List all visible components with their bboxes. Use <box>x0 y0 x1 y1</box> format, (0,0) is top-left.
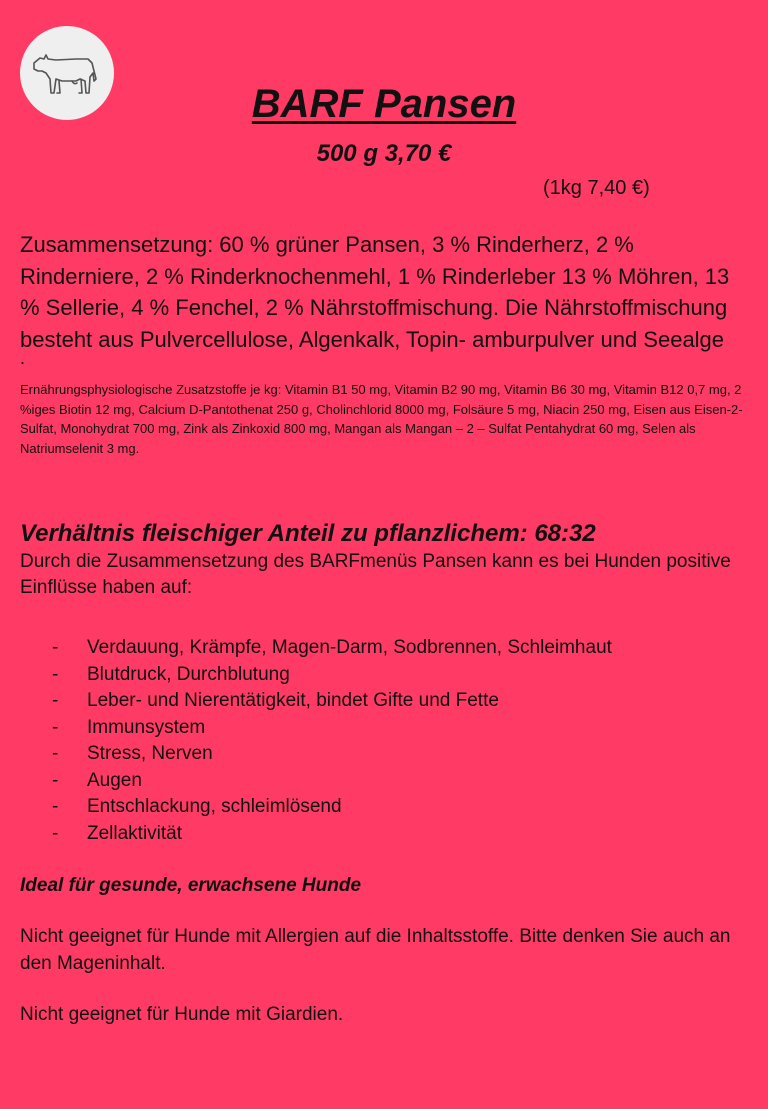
additives-text: Ernährungsphysiologische Zusatzstoffe je kg: Vitamin B1 50 mg, Vitamin B2 90 mg, Vitamin B6 30 mg, Vitamin B12 0,7 mg, 2 %iges Biotin 12 mg, Calcium D-Pantothenat 250 g, Cholinchlorid 8000 mg, Folsäure 5 mg, Niacin 250 mg, Eisen aus Eisen-2-Sulfat, Monohydrat 700 mg, Zink als Zinkoxid 800 mg, Mangan als Mangan – 2 – Sulfat Pentahydrat 60 mg, Selen als Natriumselenit 3 mg. <box>20 382 743 456</box>
list-item <box>52 821 612 848</box>
bullet-dash: - <box>52 663 59 685</box>
benefit-label: Verdauung, Krämpfe, Magen-Darm, Sodbrennen, Schleimhaut <box>87 637 612 658</box>
price: 500 g 3,70 € <box>316 140 452 167</box>
list-item <box>52 741 612 768</box>
bullet-dash: - <box>52 796 59 817</box>
ratio-heading: Verhältnis fleischiger Anteil zu pflanzlichem: 68:32 <box>20 520 596 547</box>
benefit-label: Zellaktivität <box>87 822 183 844</box>
bullet-dash: - <box>52 637 59 658</box>
benefits-list <box>52 635 612 847</box>
list-item <box>52 662 612 689</box>
benefit-label: Blutdruck, Durchblutung <box>87 663 290 685</box>
intro-text: Durch die Zusammensetzung des BARFmenüs Pansen kann es bei Hunden positive Einflüsse haben auf: <box>20 551 731 598</box>
list-item <box>52 768 612 795</box>
benefit-label: Leber- und Nierentätigkeit, bindet Gifte und Fette <box>87 690 499 711</box>
list-item <box>52 794 612 821</box>
separator-dot: . <box>20 348 26 368</box>
benefit-label: Immunsystem <box>87 716 206 738</box>
benefit-label: Entschlackung, schleimlösend <box>87 796 342 817</box>
ideal-heading: Ideal für gesunde, erwachsene Hunde <box>20 875 362 896</box>
list-item <box>52 715 612 742</box>
benefit-label: Augen <box>87 769 142 791</box>
bullet-dash: - <box>52 769 59 791</box>
list-item <box>52 635 612 662</box>
list-item <box>52 688 612 715</box>
giardia-note: Nicht geeignet für Hunde mit Giardien. <box>20 1004 344 1025</box>
composition-text: Zusammensetzung: 60 % grüner Pansen, 3 % Rinderherz, 2 % Rinderniere, 2 % Rinderknochenmehl, 1 % Rinderleber 13 % Möhren, 13 % Sellerie, 4 % Fenchel, 2 % Nährstoffmischung. Die Nährstoffmischung besteht aus Pulvercellulose, Algenkalk, Topin- amburpulver und Seealge <box>20 232 730 352</box>
allergy-note: Nicht geeignet für Hunde mit Allergien auf die Inhaltsstoffe. Bitte denken Sie auch an den Mageninhalt. <box>20 926 731 974</box>
page-title: BARF Pansen <box>251 82 517 126</box>
bullet-dash: - <box>52 716 59 738</box>
bullet-dash: - <box>52 743 59 764</box>
unit-price: (1kg 7,40 €) <box>543 177 650 199</box>
bullet-dash: - <box>52 822 59 844</box>
benefit-label: Stress, Nerven <box>87 743 213 764</box>
bullet-dash: - <box>52 690 59 711</box>
